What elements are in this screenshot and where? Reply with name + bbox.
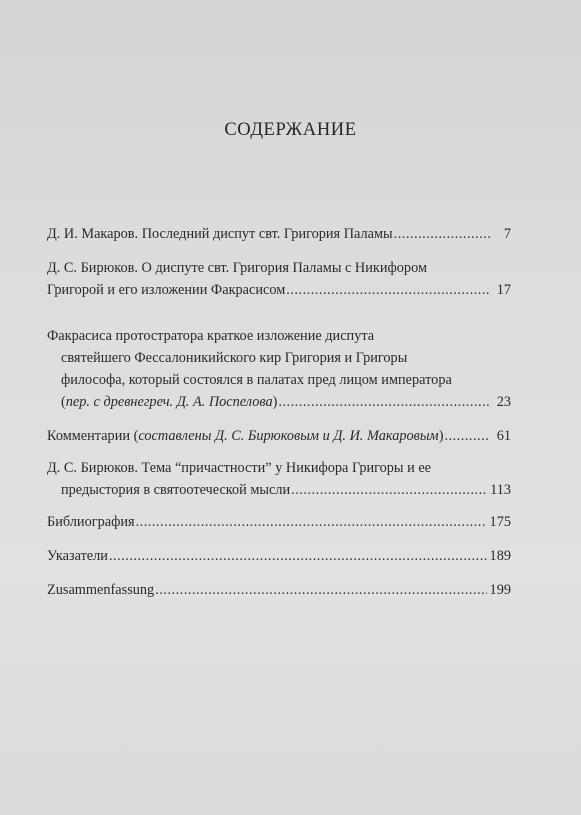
- toc-page-number: 7: [503, 226, 511, 242]
- toc-entry-text: святейшего Фессалоникийского кир Григория и Григоры: [61, 350, 408, 366]
- toc-dot-leader: [444, 425, 490, 447]
- toc-entry-text: [61, 391, 277, 413]
- toc-entry-commentary[interactable]: [47, 425, 511, 447]
- paren-open: (: [61, 394, 66, 410]
- paren-close: ): [272, 394, 278, 410]
- toc-dot-leader: [278, 391, 490, 413]
- paren-close: ): [438, 428, 444, 444]
- toc-entry-indexes[interactable]: [47, 545, 511, 567]
- toc-entry-text: философа, который состоялся в палатах пред лицом императора: [61, 372, 452, 388]
- toc-entry-biryukov-dispute[interactable]: [47, 257, 511, 301]
- toc-dot-leader: [286, 279, 490, 301]
- toc-dot-leader: [109, 545, 487, 567]
- toc-entry-text: Библиография: [47, 514, 135, 530]
- toc-entry-bibliography[interactable]: [47, 511, 511, 533]
- toc-page-number: 175: [489, 514, 511, 530]
- toc-dot-leader: [291, 479, 487, 501]
- toc-entry-text: Д. И. Макаров. Последний диспут свт. Григория Паламы: [47, 226, 393, 242]
- toc-entry-makarov-dispute[interactable]: [47, 223, 511, 245]
- toc-entry-text: Zusammenfassung: [47, 582, 155, 598]
- toc-dot-leader: [155, 579, 486, 601]
- toc-page-number: 189: [489, 548, 511, 564]
- toc-page-number: 199: [489, 582, 511, 598]
- toc-entry-fakrasis-summary[interactable]: [47, 325, 511, 413]
- toc-page-number: 113: [490, 482, 511, 498]
- toc-entry-text: Д. С. Бирюков. О диспуте свт. Григория Паламы с Никифором: [47, 260, 427, 276]
- commentary-authors: составлены Д. С. Бирюковым и Д. И. Макаровым: [138, 428, 439, 444]
- commentary-label: Комментарии (: [47, 428, 139, 444]
- toc-page-number: 17: [496, 282, 511, 298]
- table-of-contents: [47, 223, 511, 601]
- toc-page-number: 61: [496, 428, 511, 444]
- toc-entry-text: Григорой и его изложении Факрасисом: [47, 282, 286, 298]
- toc-entry-text: предыстория в святоотеческой мысли: [61, 482, 291, 498]
- page-title: СОДЕРЖАНИЕ: [224, 120, 357, 140]
- toc-entry-text: Д. С. Бирюков. Тема “причастности” у Никифора Григоры и ее: [47, 460, 432, 476]
- toc-entry-text: Факрасиса протостратора краткое изложение диспута: [47, 328, 375, 344]
- translator-credit: пер. с древнегреч. Д. А. Поспелова: [65, 394, 273, 410]
- toc-page-number: 23: [496, 394, 511, 410]
- toc-entry-participation-theme[interactable]: [47, 457, 511, 501]
- toc-entry-text: [47, 425, 443, 447]
- toc-dot-leader: [136, 511, 487, 533]
- toc-dot-leader: [394, 223, 490, 245]
- toc-entry-zusammenfassung[interactable]: [47, 579, 511, 601]
- toc-entry-text: Указатели: [47, 548, 108, 564]
